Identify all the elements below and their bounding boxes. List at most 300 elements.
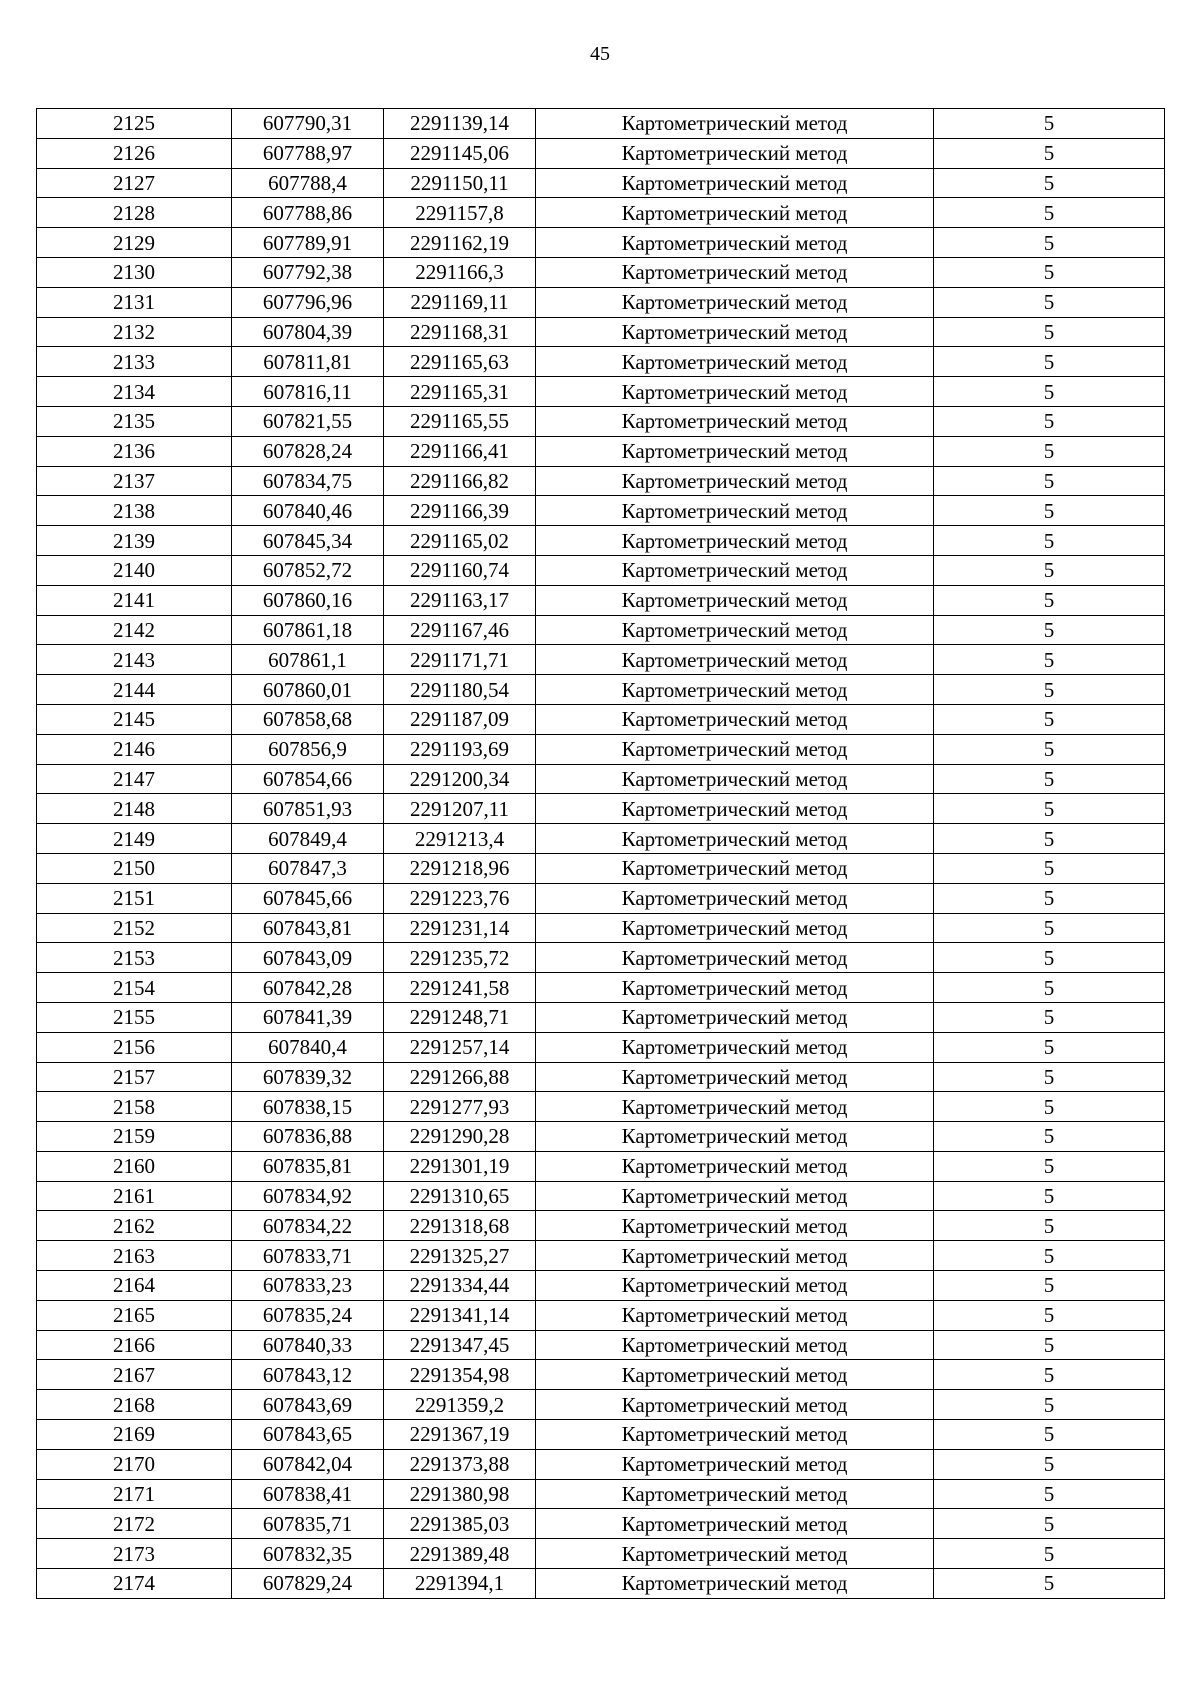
- point-number-cell: 2143: [37, 645, 232, 675]
- y-coordinate-cell: 2291310,65: [384, 1181, 536, 1211]
- method-cell: Картометрический метод: [536, 943, 934, 973]
- x-coordinate-cell: 607843,09: [232, 943, 384, 973]
- x-coordinate-cell: 607849,4: [232, 824, 384, 854]
- y-coordinate-cell: 2291163,17: [384, 585, 536, 615]
- y-coordinate-cell: 2291180,54: [384, 675, 536, 705]
- y-coordinate-cell: 2291169,11: [384, 287, 536, 317]
- accuracy-cell: 5: [934, 1330, 1165, 1360]
- method-cell: Картометрический метод: [536, 347, 934, 377]
- y-coordinate-cell: 2291165,63: [384, 347, 536, 377]
- point-number-cell: 2167: [37, 1360, 232, 1390]
- accuracy-cell: 5: [934, 1479, 1165, 1509]
- y-coordinate-cell: 2291213,4: [384, 824, 536, 854]
- method-cell: Картометрический метод: [536, 824, 934, 854]
- y-coordinate-cell: 2291385,03: [384, 1509, 536, 1539]
- method-cell: Картометрический метод: [536, 734, 934, 764]
- method-cell: Картометрический метод: [536, 675, 934, 705]
- x-coordinate-cell: 607840,46: [232, 496, 384, 526]
- accuracy-cell: 5: [934, 1122, 1165, 1152]
- method-cell: Картометрический метод: [536, 1420, 934, 1450]
- point-number-cell: 2173: [37, 1539, 232, 1569]
- table-row: [37, 1449, 1165, 1479]
- method-cell: Картометрический метод: [536, 287, 934, 317]
- accuracy-cell: 5: [934, 555, 1165, 585]
- accuracy-cell: 5: [934, 168, 1165, 198]
- table-row: [37, 555, 1165, 585]
- table-row: [37, 377, 1165, 407]
- accuracy-cell: 5: [934, 109, 1165, 139]
- x-coordinate-cell: 607841,39: [232, 1002, 384, 1032]
- method-cell: Картометрический метод: [536, 198, 934, 228]
- method-cell: Картометрический метод: [536, 973, 934, 1003]
- method-cell: Картометрический метод: [536, 555, 934, 585]
- x-coordinate-cell: 607796,96: [232, 287, 384, 317]
- x-coordinate-cell: 607835,24: [232, 1300, 384, 1330]
- method-cell: Картометрический метод: [536, 317, 934, 347]
- point-number-cell: 2129: [37, 228, 232, 258]
- method-cell: Картометрический метод: [536, 1122, 934, 1152]
- y-coordinate-cell: 2291171,71: [384, 645, 536, 675]
- y-coordinate-cell: 2291166,82: [384, 466, 536, 496]
- method-cell: Картометрический метод: [536, 853, 934, 883]
- x-coordinate-cell: 607843,12: [232, 1360, 384, 1390]
- x-coordinate-cell: 607854,66: [232, 764, 384, 794]
- table-row: [37, 913, 1165, 943]
- accuracy-cell: 5: [934, 198, 1165, 228]
- point-number-cell: 2165: [37, 1300, 232, 1330]
- method-cell: Картометрический метод: [536, 436, 934, 466]
- method-cell: Картометрический метод: [536, 615, 934, 645]
- accuracy-cell: 5: [934, 1420, 1165, 1450]
- y-coordinate-cell: 2291257,14: [384, 1032, 536, 1062]
- table-row: [37, 1002, 1165, 1032]
- x-coordinate-cell: 607843,81: [232, 913, 384, 943]
- accuracy-cell: 5: [934, 913, 1165, 943]
- point-number-cell: 2131: [37, 287, 232, 317]
- method-cell: Картометрический метод: [536, 645, 934, 675]
- point-number-cell: 2166: [37, 1330, 232, 1360]
- table-row: [37, 317, 1165, 347]
- point-number-cell: 2126: [37, 138, 232, 168]
- point-number-cell: 2172: [37, 1509, 232, 1539]
- accuracy-cell: 5: [934, 526, 1165, 556]
- x-coordinate-cell: 607792,38: [232, 257, 384, 287]
- accuracy-cell: 5: [934, 883, 1165, 913]
- table-row: [37, 406, 1165, 436]
- table-row: [37, 853, 1165, 883]
- method-cell: Картометрический метод: [536, 764, 934, 794]
- table-row: [37, 585, 1165, 615]
- accuracy-cell: 5: [934, 287, 1165, 317]
- accuracy-cell: 5: [934, 704, 1165, 734]
- accuracy-cell: 5: [934, 1002, 1165, 1032]
- y-coordinate-cell: 2291301,19: [384, 1151, 536, 1181]
- accuracy-cell: 5: [934, 377, 1165, 407]
- accuracy-cell: 5: [934, 853, 1165, 883]
- table-row: [37, 466, 1165, 496]
- x-coordinate-cell: 607860,01: [232, 675, 384, 705]
- point-number-cell: 2156: [37, 1032, 232, 1062]
- accuracy-cell: 5: [934, 794, 1165, 824]
- accuracy-cell: 5: [934, 436, 1165, 466]
- accuracy-cell: 5: [934, 764, 1165, 794]
- x-coordinate-cell: 607838,15: [232, 1092, 384, 1122]
- method-cell: Картометрический метод: [536, 1330, 934, 1360]
- y-coordinate-cell: 2291334,44: [384, 1271, 536, 1301]
- y-coordinate-cell: 2291241,58: [384, 973, 536, 1003]
- y-coordinate-cell: 2291223,76: [384, 883, 536, 913]
- table-row: [37, 138, 1165, 168]
- y-coordinate-cell: 2291266,88: [384, 1062, 536, 1092]
- y-coordinate-cell: 2291168,31: [384, 317, 536, 347]
- accuracy-cell: 5: [934, 1539, 1165, 1569]
- method-cell: Картометрический метод: [536, 1360, 934, 1390]
- point-number-cell: 2137: [37, 466, 232, 496]
- y-coordinate-cell: 2291373,88: [384, 1449, 536, 1479]
- point-number-cell: 2134: [37, 377, 232, 407]
- point-number-cell: 2170: [37, 1449, 232, 1479]
- x-coordinate-cell: 607836,88: [232, 1122, 384, 1152]
- point-number-cell: 2139: [37, 526, 232, 556]
- point-number-cell: 2162: [37, 1211, 232, 1241]
- table-row: [37, 1569, 1165, 1599]
- table-row: [37, 1420, 1165, 1450]
- point-number-cell: 2150: [37, 853, 232, 883]
- y-coordinate-cell: 2291157,8: [384, 198, 536, 228]
- point-number-cell: 2125: [37, 109, 232, 139]
- table-row: [37, 1271, 1165, 1301]
- table-row: [37, 1181, 1165, 1211]
- accuracy-cell: 5: [934, 1062, 1165, 1092]
- accuracy-cell: 5: [934, 1569, 1165, 1599]
- x-coordinate-cell: 607816,11: [232, 377, 384, 407]
- table-row: [37, 973, 1165, 1003]
- table-row: [37, 1390, 1165, 1420]
- x-coordinate-cell: 607811,81: [232, 347, 384, 377]
- x-coordinate-cell: 607843,69: [232, 1390, 384, 1420]
- y-coordinate-cell: 2291139,14: [384, 109, 536, 139]
- point-number-cell: 2148: [37, 794, 232, 824]
- method-cell: Картометрический метод: [536, 913, 934, 943]
- x-coordinate-cell: 607788,86: [232, 198, 384, 228]
- point-number-cell: 2141: [37, 585, 232, 615]
- y-coordinate-cell: 2291231,14: [384, 913, 536, 943]
- table-row: [37, 1479, 1165, 1509]
- y-coordinate-cell: 2291193,69: [384, 734, 536, 764]
- x-coordinate-cell: 607821,55: [232, 406, 384, 436]
- y-coordinate-cell: 2291389,48: [384, 1539, 536, 1569]
- x-coordinate-cell: 607852,72: [232, 555, 384, 585]
- table-row: [37, 1300, 1165, 1330]
- method-cell: Картометрический метод: [536, 109, 934, 139]
- method-cell: Картометрический метод: [536, 1032, 934, 1062]
- point-number-cell: 2144: [37, 675, 232, 705]
- point-number-cell: 2169: [37, 1420, 232, 1450]
- point-number-cell: 2146: [37, 734, 232, 764]
- x-coordinate-cell: 607839,32: [232, 1062, 384, 1092]
- table-row: [37, 1151, 1165, 1181]
- x-coordinate-cell: 607835,81: [232, 1151, 384, 1181]
- table-row: [37, 257, 1165, 287]
- x-coordinate-cell: 607845,66: [232, 883, 384, 913]
- method-cell: Картометрический метод: [536, 526, 934, 556]
- x-coordinate-cell: 607845,34: [232, 526, 384, 556]
- accuracy-cell: 5: [934, 138, 1165, 168]
- accuracy-cell: 5: [934, 1241, 1165, 1271]
- x-coordinate-cell: 607842,04: [232, 1449, 384, 1479]
- method-cell: Картометрический метод: [536, 1479, 934, 1509]
- table-row: [37, 1062, 1165, 1092]
- accuracy-cell: 5: [934, 228, 1165, 258]
- table-row: [37, 1241, 1165, 1271]
- table-row: [37, 1330, 1165, 1360]
- table-row: [37, 109, 1165, 139]
- x-coordinate-cell: 607788,97: [232, 138, 384, 168]
- x-coordinate-cell: 607842,28: [232, 973, 384, 1003]
- x-coordinate-cell: 607847,3: [232, 853, 384, 883]
- accuracy-cell: 5: [934, 824, 1165, 854]
- accuracy-cell: 5: [934, 1390, 1165, 1420]
- point-number-cell: 2160: [37, 1151, 232, 1181]
- table-row: [37, 794, 1165, 824]
- method-cell: Картометрический метод: [536, 228, 934, 258]
- accuracy-cell: 5: [934, 1032, 1165, 1062]
- x-coordinate-cell: 607856,9: [232, 734, 384, 764]
- x-coordinate-cell: 607834,92: [232, 1181, 384, 1211]
- x-coordinate-cell: 607835,71: [232, 1509, 384, 1539]
- point-number-cell: 2171: [37, 1479, 232, 1509]
- x-coordinate-cell: 607832,35: [232, 1539, 384, 1569]
- point-number-cell: 2145: [37, 704, 232, 734]
- method-cell: Картометрический метод: [536, 138, 934, 168]
- accuracy-cell: 5: [934, 1300, 1165, 1330]
- x-coordinate-cell: 607861,18: [232, 615, 384, 645]
- method-cell: Картометрический метод: [536, 466, 934, 496]
- y-coordinate-cell: 2291165,02: [384, 526, 536, 556]
- point-number-cell: 2161: [37, 1181, 232, 1211]
- y-coordinate-cell: 2291218,96: [384, 853, 536, 883]
- y-coordinate-cell: 2291325,27: [384, 1241, 536, 1271]
- point-number-cell: 2158: [37, 1092, 232, 1122]
- point-number-cell: 2164: [37, 1271, 232, 1301]
- table-row: [37, 168, 1165, 198]
- x-coordinate-cell: 607833,23: [232, 1271, 384, 1301]
- point-number-cell: 2151: [37, 883, 232, 913]
- method-cell: Картометрический метод: [536, 1271, 934, 1301]
- method-cell: Картометрический метод: [536, 1390, 934, 1420]
- x-coordinate-cell: 607788,4: [232, 168, 384, 198]
- method-cell: Картометрический метод: [536, 1241, 934, 1271]
- method-cell: Картометрический метод: [536, 168, 934, 198]
- x-coordinate-cell: 607861,1: [232, 645, 384, 675]
- y-coordinate-cell: 2291166,39: [384, 496, 536, 526]
- x-coordinate-cell: 607834,22: [232, 1211, 384, 1241]
- table-row: [37, 615, 1165, 645]
- table-row: [37, 764, 1165, 794]
- method-cell: Картометрический метод: [536, 377, 934, 407]
- y-coordinate-cell: 2291277,93: [384, 1092, 536, 1122]
- accuracy-cell: 5: [934, 1360, 1165, 1390]
- method-cell: Картометрический метод: [536, 1181, 934, 1211]
- x-coordinate-cell: 607829,24: [232, 1569, 384, 1599]
- point-number-cell: 2168: [37, 1390, 232, 1420]
- table-row: [37, 883, 1165, 913]
- x-coordinate-cell: 607790,31: [232, 109, 384, 139]
- accuracy-cell: 5: [934, 347, 1165, 377]
- point-number-cell: 2127: [37, 168, 232, 198]
- table-row: [37, 824, 1165, 854]
- accuracy-cell: 5: [934, 1211, 1165, 1241]
- table-row: [37, 228, 1165, 258]
- table-row: [37, 347, 1165, 377]
- accuracy-cell: 5: [934, 734, 1165, 764]
- y-coordinate-cell: 2291165,31: [384, 377, 536, 407]
- point-number-cell: 2157: [37, 1062, 232, 1092]
- table-row: [37, 1211, 1165, 1241]
- y-coordinate-cell: 2291162,19: [384, 228, 536, 258]
- x-coordinate-cell: 607860,16: [232, 585, 384, 615]
- table-row: [37, 704, 1165, 734]
- point-number-cell: 2138: [37, 496, 232, 526]
- y-coordinate-cell: 2291354,98: [384, 1360, 536, 1390]
- y-coordinate-cell: 2291167,46: [384, 615, 536, 645]
- table-row: [37, 287, 1165, 317]
- y-coordinate-cell: 2291145,06: [384, 138, 536, 168]
- x-coordinate-cell: 607858,68: [232, 704, 384, 734]
- table-row: [37, 526, 1165, 556]
- point-number-cell: 2136: [37, 436, 232, 466]
- table-row: [37, 1122, 1165, 1152]
- x-coordinate-cell: 607804,39: [232, 317, 384, 347]
- accuracy-cell: 5: [934, 317, 1165, 347]
- y-coordinate-cell: 2291341,14: [384, 1300, 536, 1330]
- accuracy-cell: 5: [934, 645, 1165, 675]
- point-number-cell: 2159: [37, 1122, 232, 1152]
- accuracy-cell: 5: [934, 466, 1165, 496]
- y-coordinate-cell: 2291207,11: [384, 794, 536, 824]
- accuracy-cell: 5: [934, 1092, 1165, 1122]
- method-cell: Картометрический метод: [536, 1062, 934, 1092]
- y-coordinate-cell: 2291248,71: [384, 1002, 536, 1032]
- x-coordinate-cell: 607851,93: [232, 794, 384, 824]
- x-coordinate-cell: 607789,91: [232, 228, 384, 258]
- point-number-cell: 2132: [37, 317, 232, 347]
- y-coordinate-cell: 2291187,09: [384, 704, 536, 734]
- table-row: [37, 198, 1165, 228]
- accuracy-cell: 5: [934, 973, 1165, 1003]
- point-number-cell: 2155: [37, 1002, 232, 1032]
- y-coordinate-cell: 2291166,41: [384, 436, 536, 466]
- y-coordinate-cell: 2291367,19: [384, 1420, 536, 1450]
- method-cell: Картометрический метод: [536, 585, 934, 615]
- accuracy-cell: 5: [934, 406, 1165, 436]
- method-cell: Картометрический метод: [536, 704, 934, 734]
- y-coordinate-cell: 2291380,98: [384, 1479, 536, 1509]
- table-row: [37, 943, 1165, 973]
- y-coordinate-cell: 2291290,28: [384, 1122, 536, 1152]
- method-cell: Картометрический метод: [536, 1300, 934, 1330]
- accuracy-cell: 5: [934, 1151, 1165, 1181]
- accuracy-cell: 5: [934, 675, 1165, 705]
- method-cell: Картометрический метод: [536, 496, 934, 526]
- accuracy-cell: 5: [934, 1509, 1165, 1539]
- accuracy-cell: 5: [934, 1449, 1165, 1479]
- y-coordinate-cell: 2291160,74: [384, 555, 536, 585]
- accuracy-cell: 5: [934, 943, 1165, 973]
- accuracy-cell: 5: [934, 496, 1165, 526]
- table-row: [37, 1539, 1165, 1569]
- accuracy-cell: 5: [934, 1271, 1165, 1301]
- method-cell: Картометрический метод: [536, 1211, 934, 1241]
- accuracy-cell: 5: [934, 257, 1165, 287]
- method-cell: Картометрический метод: [536, 1539, 934, 1569]
- x-coordinate-cell: 607843,65: [232, 1420, 384, 1450]
- point-number-cell: 2153: [37, 943, 232, 973]
- point-number-cell: 2149: [37, 824, 232, 854]
- table-row: [37, 436, 1165, 466]
- point-number-cell: 2128: [37, 198, 232, 228]
- table-row: [37, 1032, 1165, 1062]
- accuracy-cell: 5: [934, 585, 1165, 615]
- y-coordinate-cell: 2291150,11: [384, 168, 536, 198]
- point-number-cell: 2147: [37, 764, 232, 794]
- point-number-cell: 2135: [37, 406, 232, 436]
- point-number-cell: 2142: [37, 615, 232, 645]
- table-row: [37, 675, 1165, 705]
- table-row: [37, 1360, 1165, 1390]
- table-row: [37, 645, 1165, 675]
- method-cell: Картометрический метод: [536, 1002, 934, 1032]
- table-row: [37, 496, 1165, 526]
- x-coordinate-cell: 607828,24: [232, 436, 384, 466]
- x-coordinate-cell: 607834,75: [232, 466, 384, 496]
- table-row: [37, 1509, 1165, 1539]
- coordinates-table: [36, 108, 1165, 1599]
- point-number-cell: 2130: [37, 257, 232, 287]
- point-number-cell: 2140: [37, 555, 232, 585]
- method-cell: Картометрический метод: [536, 406, 934, 436]
- accuracy-cell: 5: [934, 615, 1165, 645]
- method-cell: Картометрический метод: [536, 1092, 934, 1122]
- point-number-cell: 2163: [37, 1241, 232, 1271]
- page-number: 45: [590, 43, 610, 65]
- method-cell: Картометрический метод: [536, 883, 934, 913]
- x-coordinate-cell: 607840,33: [232, 1330, 384, 1360]
- x-coordinate-cell: 607838,41: [232, 1479, 384, 1509]
- method-cell: Картометрический метод: [536, 1151, 934, 1181]
- method-cell: Картометрический метод: [536, 794, 934, 824]
- point-number-cell: 2152: [37, 913, 232, 943]
- table-row: [37, 1092, 1165, 1122]
- y-coordinate-cell: 2291235,72: [384, 943, 536, 973]
- point-number-cell: 2133: [37, 347, 232, 377]
- x-coordinate-cell: 607840,4: [232, 1032, 384, 1062]
- table-row: [37, 734, 1165, 764]
- y-coordinate-cell: 2291394,1: [384, 1569, 536, 1599]
- y-coordinate-cell: 2291359,2: [384, 1390, 536, 1420]
- point-number-cell: 2154: [37, 973, 232, 1003]
- y-coordinate-cell: 2291347,45: [384, 1330, 536, 1360]
- method-cell: Картометрический метод: [536, 257, 934, 287]
- x-coordinate-cell: 607833,71: [232, 1241, 384, 1271]
- coordinates-table-body: [37, 109, 1165, 1599]
- point-number-cell: 2174: [37, 1569, 232, 1599]
- method-cell: Картометрический метод: [536, 1569, 934, 1599]
- accuracy-cell: 5: [934, 1181, 1165, 1211]
- y-coordinate-cell: 2291200,34: [384, 764, 536, 794]
- y-coordinate-cell: 2291166,3: [384, 257, 536, 287]
- y-coordinate-cell: 2291318,68: [384, 1211, 536, 1241]
